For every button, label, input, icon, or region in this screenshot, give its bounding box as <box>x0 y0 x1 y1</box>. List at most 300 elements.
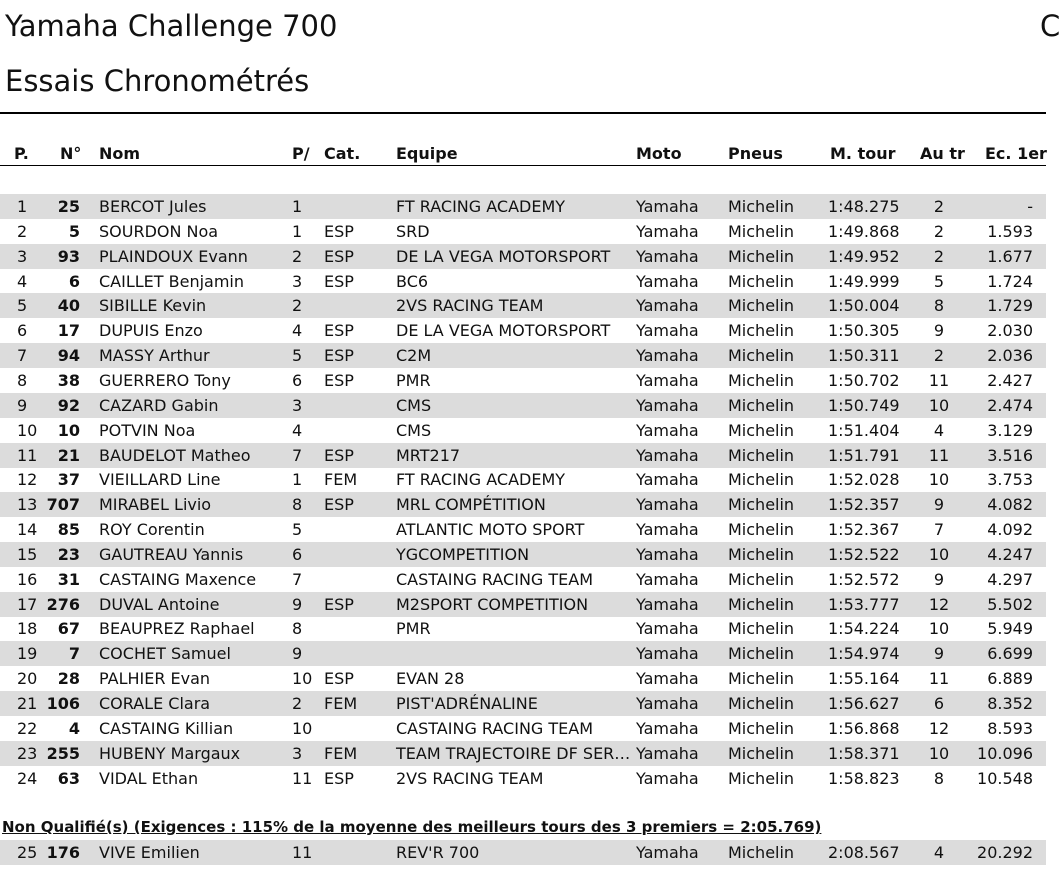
gap-cell: 3.516 <box>987 445 1033 465</box>
tyres-cell: Michelin <box>728 843 795 862</box>
gap-cell: 3.753 <box>987 470 1033 490</box>
table-row <box>0 219 1046 244</box>
gap-cell: 6.889 <box>987 669 1033 689</box>
bike-cell: Yamaha <box>636 619 699 639</box>
category-position-cell: 2 <box>292 296 303 316</box>
team-cell: PMR <box>396 619 431 639</box>
rider-name-cell: BERCOT Jules <box>99 197 207 216</box>
lap-cell: 7 <box>933 520 945 540</box>
number-cell: 255 <box>46 743 80 763</box>
team-cell: MRT217 <box>396 445 461 465</box>
best-lap-cell: 1:49.952 <box>828 246 900 266</box>
tyres-cell: Michelin <box>728 669 795 689</box>
best-lap-cell: 1:58.371 <box>828 743 900 763</box>
lap-cell: 9 <box>933 321 945 341</box>
best-lap-cell: 1:50.749 <box>828 395 900 415</box>
gap-cell: 3.129 <box>987 420 1033 440</box>
rank-cell: 3 <box>17 246 28 266</box>
table-row <box>0 318 1046 343</box>
lap-cell: 9 <box>933 495 945 515</box>
table-row <box>0 244 1046 269</box>
category-position-cell: 10 <box>292 669 313 689</box>
gap-cell: 10.096 <box>977 743 1033 763</box>
team-cell: C2M <box>396 346 432 366</box>
rank-cell: 23 <box>17 743 38 763</box>
lap-cell: 12 <box>928 594 950 614</box>
tyres-cell: Michelin <box>728 346 795 366</box>
team-cell: DE LA VEGA MOTORSPORT <box>396 321 611 341</box>
category-position-cell: 9 <box>292 644 303 664</box>
event-title: Yamaha Challenge 700 <box>5 9 338 43</box>
lap-cell: 9 <box>933 644 945 664</box>
table-row <box>0 343 1046 368</box>
lap-cell: 10 <box>928 395 950 415</box>
gap-cell: 1.729 <box>987 296 1033 316</box>
table-row <box>0 194 1046 219</box>
gap-cell: 10.548 <box>977 768 1033 788</box>
best-lap-cell: 1:52.367 <box>828 520 900 540</box>
number-cell: 85 <box>57 520 80 540</box>
gap-cell: 2.036 <box>987 346 1033 366</box>
rank-cell: 13 <box>17 495 38 515</box>
bike-cell: Yamaha <box>636 718 699 738</box>
bike-cell: Yamaha <box>636 221 699 241</box>
tyres-cell: Michelin <box>728 644 795 664</box>
category-position-cell: 7 <box>292 445 303 465</box>
lap-cell: 10 <box>928 743 950 763</box>
team-cell: EVAN 28 <box>396 669 465 689</box>
table-row <box>0 542 1046 567</box>
rider-name-cell: SOURDON Noa <box>99 221 219 241</box>
bike-cell: Yamaha <box>636 768 699 788</box>
gap-cell: - <box>1027 197 1033 216</box>
category-position-cell: 8 <box>292 619 303 639</box>
header-rule <box>0 112 1046 114</box>
lap-cell: 2 <box>933 221 945 241</box>
table-row <box>0 567 1046 592</box>
lap-cell: 4 <box>933 843 945 862</box>
gap-cell: 6.699 <box>987 644 1033 664</box>
category-position-cell: 4 <box>292 321 303 341</box>
team-cell: REV'R 700 <box>396 843 480 862</box>
lap-cell: 4 <box>933 420 945 440</box>
category-cell: ESP <box>324 445 354 465</box>
best-lap-cell: 1:54.224 <box>828 619 900 639</box>
category-position-cell: 11 <box>292 843 313 862</box>
rank-cell: 21 <box>17 694 38 713</box>
number-cell: 40 <box>57 296 80 316</box>
bike-cell: Yamaha <box>636 644 699 664</box>
number-cell: 38 <box>57 370 80 390</box>
category-position-cell: 8 <box>292 495 303 515</box>
rank-cell: 11 <box>17 445 38 465</box>
category-cell: ESP <box>324 246 354 266</box>
bike-cell: Yamaha <box>636 346 699 366</box>
number-cell: 93 <box>57 246 80 266</box>
best-lap-cell: 1:49.868 <box>828 221 900 241</box>
best-lap-cell: 1:49.999 <box>828 271 900 291</box>
table-row <box>0 269 1046 294</box>
best-lap-cell: 1:50.311 <box>828 346 900 366</box>
bike-cell: Yamaha <box>636 495 699 515</box>
team-cell: YGCOMPETITION <box>396 544 530 564</box>
gap-cell: 8.593 <box>987 718 1033 738</box>
non-qualified-heading: Non Qualifié(s) (Exigences : 115% de la moyenne des meilleurs tours des 3 premiers = 2:05.769) <box>2 818 822 836</box>
tyres-cell: Michelin <box>728 296 795 316</box>
best-lap-cell: 1:56.627 <box>828 694 900 713</box>
tyres-cell: Michelin <box>728 321 795 341</box>
rider-name-cell: PALHIER Evan <box>99 669 211 689</box>
bike-cell: Yamaha <box>636 445 699 465</box>
number-cell: 28 <box>57 669 80 689</box>
category-position-cell: 3 <box>292 743 303 763</box>
team-cell: FT RACING ACADEMY <box>396 197 566 216</box>
lap-cell: 10 <box>928 470 950 490</box>
team-cell: PMR <box>396 370 431 390</box>
gap-cell: 2.427 <box>987 370 1033 390</box>
tyres-cell: Michelin <box>728 718 795 738</box>
rank-cell: 20 <box>17 669 38 689</box>
rider-name-cell: CORALE Clara <box>99 694 211 713</box>
category-position-cell: 3 <box>292 271 303 291</box>
team-cell: 2VS RACING TEAM <box>396 296 544 316</box>
best-lap-cell: 1:50.305 <box>828 321 900 341</box>
bike-cell: Yamaha <box>636 246 699 266</box>
best-lap-cell: 1:52.572 <box>828 569 900 589</box>
lap-cell: 8 <box>933 768 945 788</box>
number-cell: 23 <box>57 544 80 564</box>
lap-cell: 2 <box>933 246 945 266</box>
number-cell: 37 <box>57 470 80 490</box>
rider-name-cell: PLAINDOUX Evann <box>99 246 248 266</box>
tyres-cell: Michelin <box>728 569 795 589</box>
rank-cell: 18 <box>17 619 38 639</box>
number-cell: 92 <box>57 395 80 415</box>
rank-cell: 19 <box>17 644 38 664</box>
rank-cell: 14 <box>17 520 38 540</box>
rider-name-cell: VIVE Emilien <box>99 843 200 862</box>
table-row <box>0 641 1046 666</box>
table-row <box>0 492 1046 517</box>
column-header-rule <box>0 165 1046 166</box>
tyres-cell: Michelin <box>728 520 795 540</box>
number-cell: 176 <box>46 843 80 862</box>
category-position-cell: 11 <box>292 768 313 788</box>
category-position-cell: 2 <box>292 246 303 266</box>
rank-cell: 10 <box>17 420 38 440</box>
rider-name-cell: CASTAING Killian <box>99 718 234 738</box>
rider-name-cell: CAZARD Gabin <box>99 395 219 415</box>
tyres-cell: Michelin <box>728 594 795 614</box>
category-position-cell: 6 <box>292 544 303 564</box>
team-cell: SRD <box>396 221 430 241</box>
category-cell: ESP <box>324 594 354 614</box>
gap-cell: 4.247 <box>987 544 1033 564</box>
bike-cell: Yamaha <box>636 296 699 316</box>
number-cell: 7 <box>68 644 80 664</box>
rider-name-cell: BAUDELOT Matheo <box>99 445 251 465</box>
gap-cell: 8.352 <box>987 694 1033 713</box>
rank-cell: 8 <box>17 370 28 390</box>
team-cell: CASTAING RACING TEAM <box>396 718 594 738</box>
category-cell: ESP <box>324 271 354 291</box>
rider-name-cell: BEAUPREZ Raphael <box>99 619 255 639</box>
gap-cell: 4.092 <box>987 520 1033 540</box>
lap-cell: 12 <box>928 718 950 738</box>
number-cell: 21 <box>57 445 80 465</box>
rank-cell: 15 <box>17 544 38 564</box>
rank-cell: 16 <box>17 569 38 589</box>
category-position-cell: 2 <box>292 694 303 713</box>
rank-cell: 7 <box>17 346 28 366</box>
bike-cell: Yamaha <box>636 395 699 415</box>
lap-cell: 5 <box>933 271 945 291</box>
tyres-cell: Michelin <box>728 470 795 490</box>
team-cell: MRL COMPÉTITION <box>396 495 546 515</box>
tyres-cell: Michelin <box>728 694 795 713</box>
team-cell: CMS <box>396 395 432 415</box>
table-row <box>0 368 1046 393</box>
team-cell: M2SPORT COMPETITION <box>396 594 589 614</box>
gap-cell: 4.082 <box>987 495 1033 515</box>
table-row <box>0 467 1046 492</box>
category-position-cell: 1 <box>292 470 303 490</box>
tyres-cell: Michelin <box>728 544 795 564</box>
rank-cell: 17 <box>17 594 38 614</box>
category-cell: ESP <box>324 370 354 390</box>
lap-cell: 8 <box>933 296 945 316</box>
category-cell: FEM <box>324 694 358 713</box>
lap-cell: 6 <box>933 694 945 713</box>
category-position-cell: 1 <box>292 197 303 216</box>
number-cell: 5 <box>68 221 80 241</box>
category-position-cell: 1 <box>292 221 303 241</box>
bike-cell: Yamaha <box>636 370 699 390</box>
bike-cell: Yamaha <box>636 321 699 341</box>
rank-cell: 12 <box>17 470 38 490</box>
category-cell: FEM <box>324 743 358 763</box>
category-cell: ESP <box>324 321 354 341</box>
number-cell: 31 <box>57 569 80 589</box>
table-row <box>0 418 1046 443</box>
team-cell: 2VS RACING TEAM <box>396 768 544 788</box>
gap-cell: 2.474 <box>987 395 1033 415</box>
gap-cell: 20.292 <box>977 843 1033 862</box>
tyres-cell: Michelin <box>728 197 795 216</box>
column-header-cat-pos: P/ <box>292 144 310 163</box>
rider-name-cell: POTVIN Noa <box>99 420 196 440</box>
tyres-cell: Michelin <box>728 445 795 465</box>
bike-cell: Yamaha <box>636 743 699 763</box>
rider-name-cell: ROY Corentin <box>99 520 205 540</box>
team-cell: TEAM TRAJECTOIRE DF SER… <box>396 743 631 763</box>
table-row <box>0 616 1046 641</box>
lap-cell: 2 <box>933 346 945 366</box>
number-cell: 17 <box>57 321 80 341</box>
gap-cell: 1.593 <box>987 221 1033 241</box>
lap-cell: 11 <box>928 669 950 689</box>
column-header-tyres: Pneus <box>728 144 783 163</box>
best-lap-cell: 1:52.357 <box>828 495 900 515</box>
table-row <box>0 840 1046 865</box>
rider-name-cell: SIBILLE Kevin <box>99 296 207 316</box>
best-lap-cell: 1:53.777 <box>828 594 900 614</box>
tyres-cell: Michelin <box>728 271 795 291</box>
team-cell: BC6 <box>396 271 429 291</box>
category-position-cell: 5 <box>292 520 303 540</box>
tyres-cell: Michelin <box>728 495 795 515</box>
category-cell: ESP <box>324 768 354 788</box>
best-lap-cell: 1:51.404 <box>828 420 900 440</box>
best-lap-cell: 1:56.868 <box>828 718 900 738</box>
best-lap-cell: 1:50.004 <box>828 296 900 316</box>
team-cell: CASTAING RACING TEAM <box>396 569 594 589</box>
tyres-cell: Michelin <box>728 221 795 241</box>
team-cell: FT RACING ACADEMY <box>396 470 566 490</box>
best-lap-cell: 1:50.702 <box>828 370 900 390</box>
bike-cell: Yamaha <box>636 197 699 216</box>
rider-name-cell: VIEILLARD Line <box>99 470 221 490</box>
number-cell: 276 <box>46 594 80 614</box>
team-cell: PIST'ADRÉNALINE <box>396 694 538 713</box>
gap-cell: 5.949 <box>987 619 1033 639</box>
best-lap-cell: 2:08.567 <box>828 843 900 862</box>
lap-cell: 10 <box>928 619 950 639</box>
rank-cell: 22 <box>17 718 38 738</box>
gap-cell: 4.297 <box>987 569 1033 589</box>
table-row <box>0 517 1046 542</box>
category-position-cell: 6 <box>292 370 303 390</box>
tyres-cell: Michelin <box>728 619 795 639</box>
bike-cell: Yamaha <box>636 470 699 490</box>
rank-cell: 2 <box>17 221 28 241</box>
best-lap-cell: 1:58.823 <box>828 768 900 788</box>
lap-cell: 10 <box>928 544 950 564</box>
bike-cell: Yamaha <box>636 420 699 440</box>
team-cell: DE LA VEGA MOTORSPORT <box>396 246 611 266</box>
tyres-cell: Michelin <box>728 420 795 440</box>
rank-cell: 6 <box>17 321 28 341</box>
rider-name-cell: MIRABEL Livio <box>99 495 212 515</box>
table-row <box>0 716 1046 741</box>
category-cell: ESP <box>324 495 354 515</box>
session-title: Essais Chronométrés <box>5 64 310 98</box>
rider-name-cell: DUPUIS Enzo <box>99 321 203 341</box>
column-header-team: Equipe <box>396 144 458 163</box>
rider-name-cell: GUERRERO Tony <box>99 370 231 390</box>
best-lap-cell: 1:48.275 <box>828 197 900 216</box>
table-row <box>0 393 1046 418</box>
tyres-cell: Michelin <box>728 395 795 415</box>
rank-cell: 4 <box>17 271 28 291</box>
bike-cell: Yamaha <box>636 544 699 564</box>
best-lap-cell: 1:55.164 <box>828 669 900 689</box>
team-cell: ATLANTIC MOTO SPORT <box>396 520 585 540</box>
category-position-cell: 10 <box>292 718 313 738</box>
table-row <box>0 666 1046 691</box>
bike-cell: Yamaha <box>636 843 699 862</box>
table-row <box>0 691 1046 716</box>
table-row <box>0 443 1046 468</box>
column-header-bike: Moto <box>636 144 682 163</box>
category-position-cell: 9 <box>292 594 303 614</box>
rider-name-cell: MASSY Arthur <box>99 346 210 366</box>
rank-cell: 24 <box>17 768 38 788</box>
rider-name-cell: COCHET Samuel <box>99 644 231 664</box>
rider-name-cell: CAILLET Benjamin <box>99 271 245 291</box>
tyres-cell: Michelin <box>728 246 795 266</box>
gap-cell: 1.724 <box>987 271 1033 291</box>
lap-cell: 11 <box>928 445 950 465</box>
bike-cell: Yamaha <box>636 694 699 713</box>
rider-name-cell: GAUTREAU Yannis <box>99 544 244 564</box>
rank-cell: 25 <box>17 843 38 862</box>
bike-cell: Yamaha <box>636 271 699 291</box>
column-header-gap: Ec. 1er <box>985 144 1047 163</box>
rider-name-cell: VIDAL Ethan <box>99 768 199 788</box>
table-row <box>0 592 1046 617</box>
gap-cell: 1.677 <box>987 246 1033 266</box>
column-header-cat: Cat. <box>324 144 361 163</box>
lap-cell: 9 <box>933 569 945 589</box>
lap-cell: 2 <box>933 197 945 216</box>
category-position-cell: 3 <box>292 395 303 415</box>
table-row <box>0 293 1046 318</box>
best-lap-cell: 1:52.522 <box>828 544 900 564</box>
number-cell: 25 <box>57 197 80 216</box>
bike-cell: Yamaha <box>636 520 699 540</box>
category-cell: FEM <box>324 470 358 490</box>
team-cell: CMS <box>396 420 432 440</box>
number-cell: 707 <box>46 495 80 515</box>
number-cell: 94 <box>57 346 80 366</box>
category-position-cell: 7 <box>292 569 303 589</box>
category-cell: ESP <box>324 221 354 241</box>
number-cell: 6 <box>68 271 80 291</box>
table-row <box>0 766 1046 791</box>
number-cell: 106 <box>46 694 80 713</box>
column-header-num: N° <box>60 144 82 163</box>
number-cell: 10 <box>57 420 80 440</box>
number-cell: 67 <box>57 619 80 639</box>
bike-cell: Yamaha <box>636 669 699 689</box>
category-position-cell: 5 <box>292 346 303 366</box>
column-header-lap: Au tr <box>920 144 965 163</box>
best-lap-cell: 1:52.028 <box>828 470 900 490</box>
number-cell: 63 <box>57 768 80 788</box>
edge-char: C <box>1040 9 1060 43</box>
bike-cell: Yamaha <box>636 569 699 589</box>
number-cell: 4 <box>68 718 80 738</box>
rank-cell: 5 <box>17 296 28 316</box>
category-cell: ESP <box>324 669 354 689</box>
lap-cell: 11 <box>928 370 950 390</box>
best-lap-cell: 1:54.974 <box>828 644 900 664</box>
column-header-best-lap: M. tour <box>830 144 896 163</box>
tyres-cell: Michelin <box>728 743 795 763</box>
rank-cell: 1 <box>17 197 28 216</box>
tyres-cell: Michelin <box>728 768 795 788</box>
tyres-cell: Michelin <box>728 370 795 390</box>
rider-name-cell: HUBENY Margaux <box>99 743 241 763</box>
category-cell: ESP <box>324 346 354 366</box>
bike-cell: Yamaha <box>636 594 699 614</box>
table-row <box>0 741 1046 766</box>
best-lap-cell: 1:51.791 <box>828 445 900 465</box>
gap-cell: 5.502 <box>987 594 1033 614</box>
rider-name-cell: DUVAL Antoine <box>99 594 220 614</box>
column-header-name: Nom <box>99 144 141 163</box>
